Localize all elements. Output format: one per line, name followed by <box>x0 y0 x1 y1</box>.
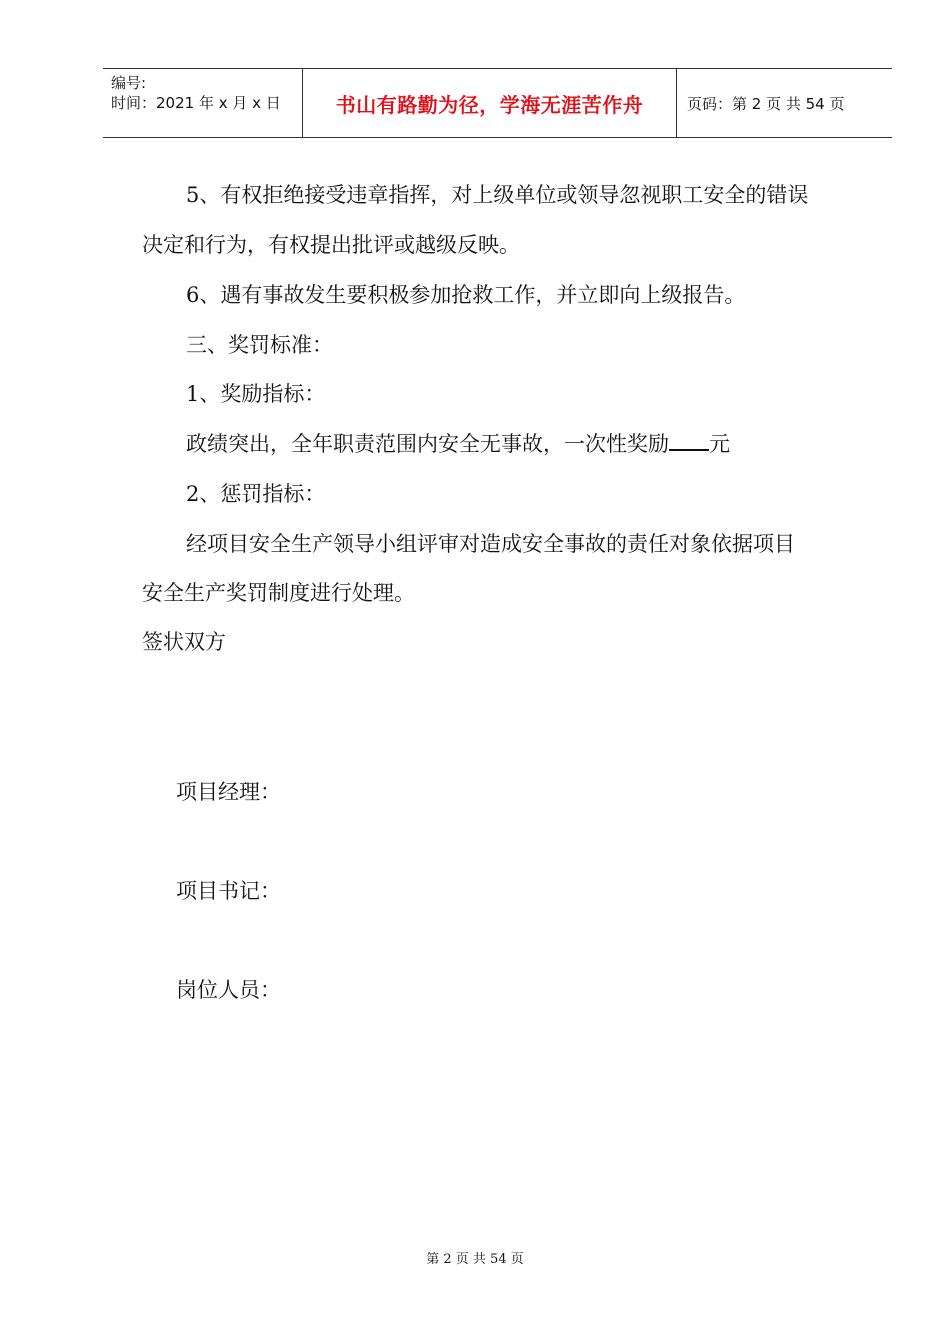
reward-heading: 1、奖励指标： <box>186 382 326 406</box>
clause-5-line-2: 决定和行为，有权提出批评或越级反映。 <box>142 233 520 257</box>
time-label: 时间：2021 年 x 月 x 日 <box>111 94 281 112</box>
penalty-line-2: 安全生产奖罚制度进行处理。 <box>142 581 415 605</box>
penalty-heading: 2、惩罚指标： <box>186 482 326 506</box>
reward-line <box>186 431 730 457</box>
clause-5-line-1: 5、有权拒绝接受违章指挥，对上级单位或领导忽视职工安全的错误 <box>186 183 809 207</box>
motto-text: 书山有路勤为径，学海无涯苦作舟 <box>335 92 644 117</box>
section-3-heading: 三、奖罚标准： <box>186 333 333 357</box>
reward-text: 政绩突出，全年职责范围内安全无事故，一次性奖励 <box>186 432 669 456</box>
page-footer: 第 2 页 共 54 页 <box>426 1252 524 1267</box>
reward-unit: 元 <box>709 432 730 456</box>
number-label: 编号: <box>111 74 147 92</box>
reward-amount-blank <box>669 431 709 451</box>
page-info: 页码：第 2 页 共 54 页 <box>687 94 845 113</box>
clause-6: 6、遇有事故发生要积极参加抢救工作，并立即向上级报告。 <box>186 283 746 307</box>
header-page-cell <box>677 69 892 137</box>
header-motto-cell <box>303 69 677 137</box>
project-manager-label: 项目经理： <box>176 780 281 804</box>
sign-parties: 签状双方 <box>142 630 226 654</box>
project-secretary-label: 项目书记： <box>176 879 281 903</box>
penalty-line-1: 经项目安全生产领导小组评审对造成安全事故的责任对象依据项目 <box>186 532 795 556</box>
post-staff-label: 岗位人员： <box>176 978 281 1002</box>
page-header <box>103 68 892 138</box>
header-meta-cell <box>103 69 303 137</box>
